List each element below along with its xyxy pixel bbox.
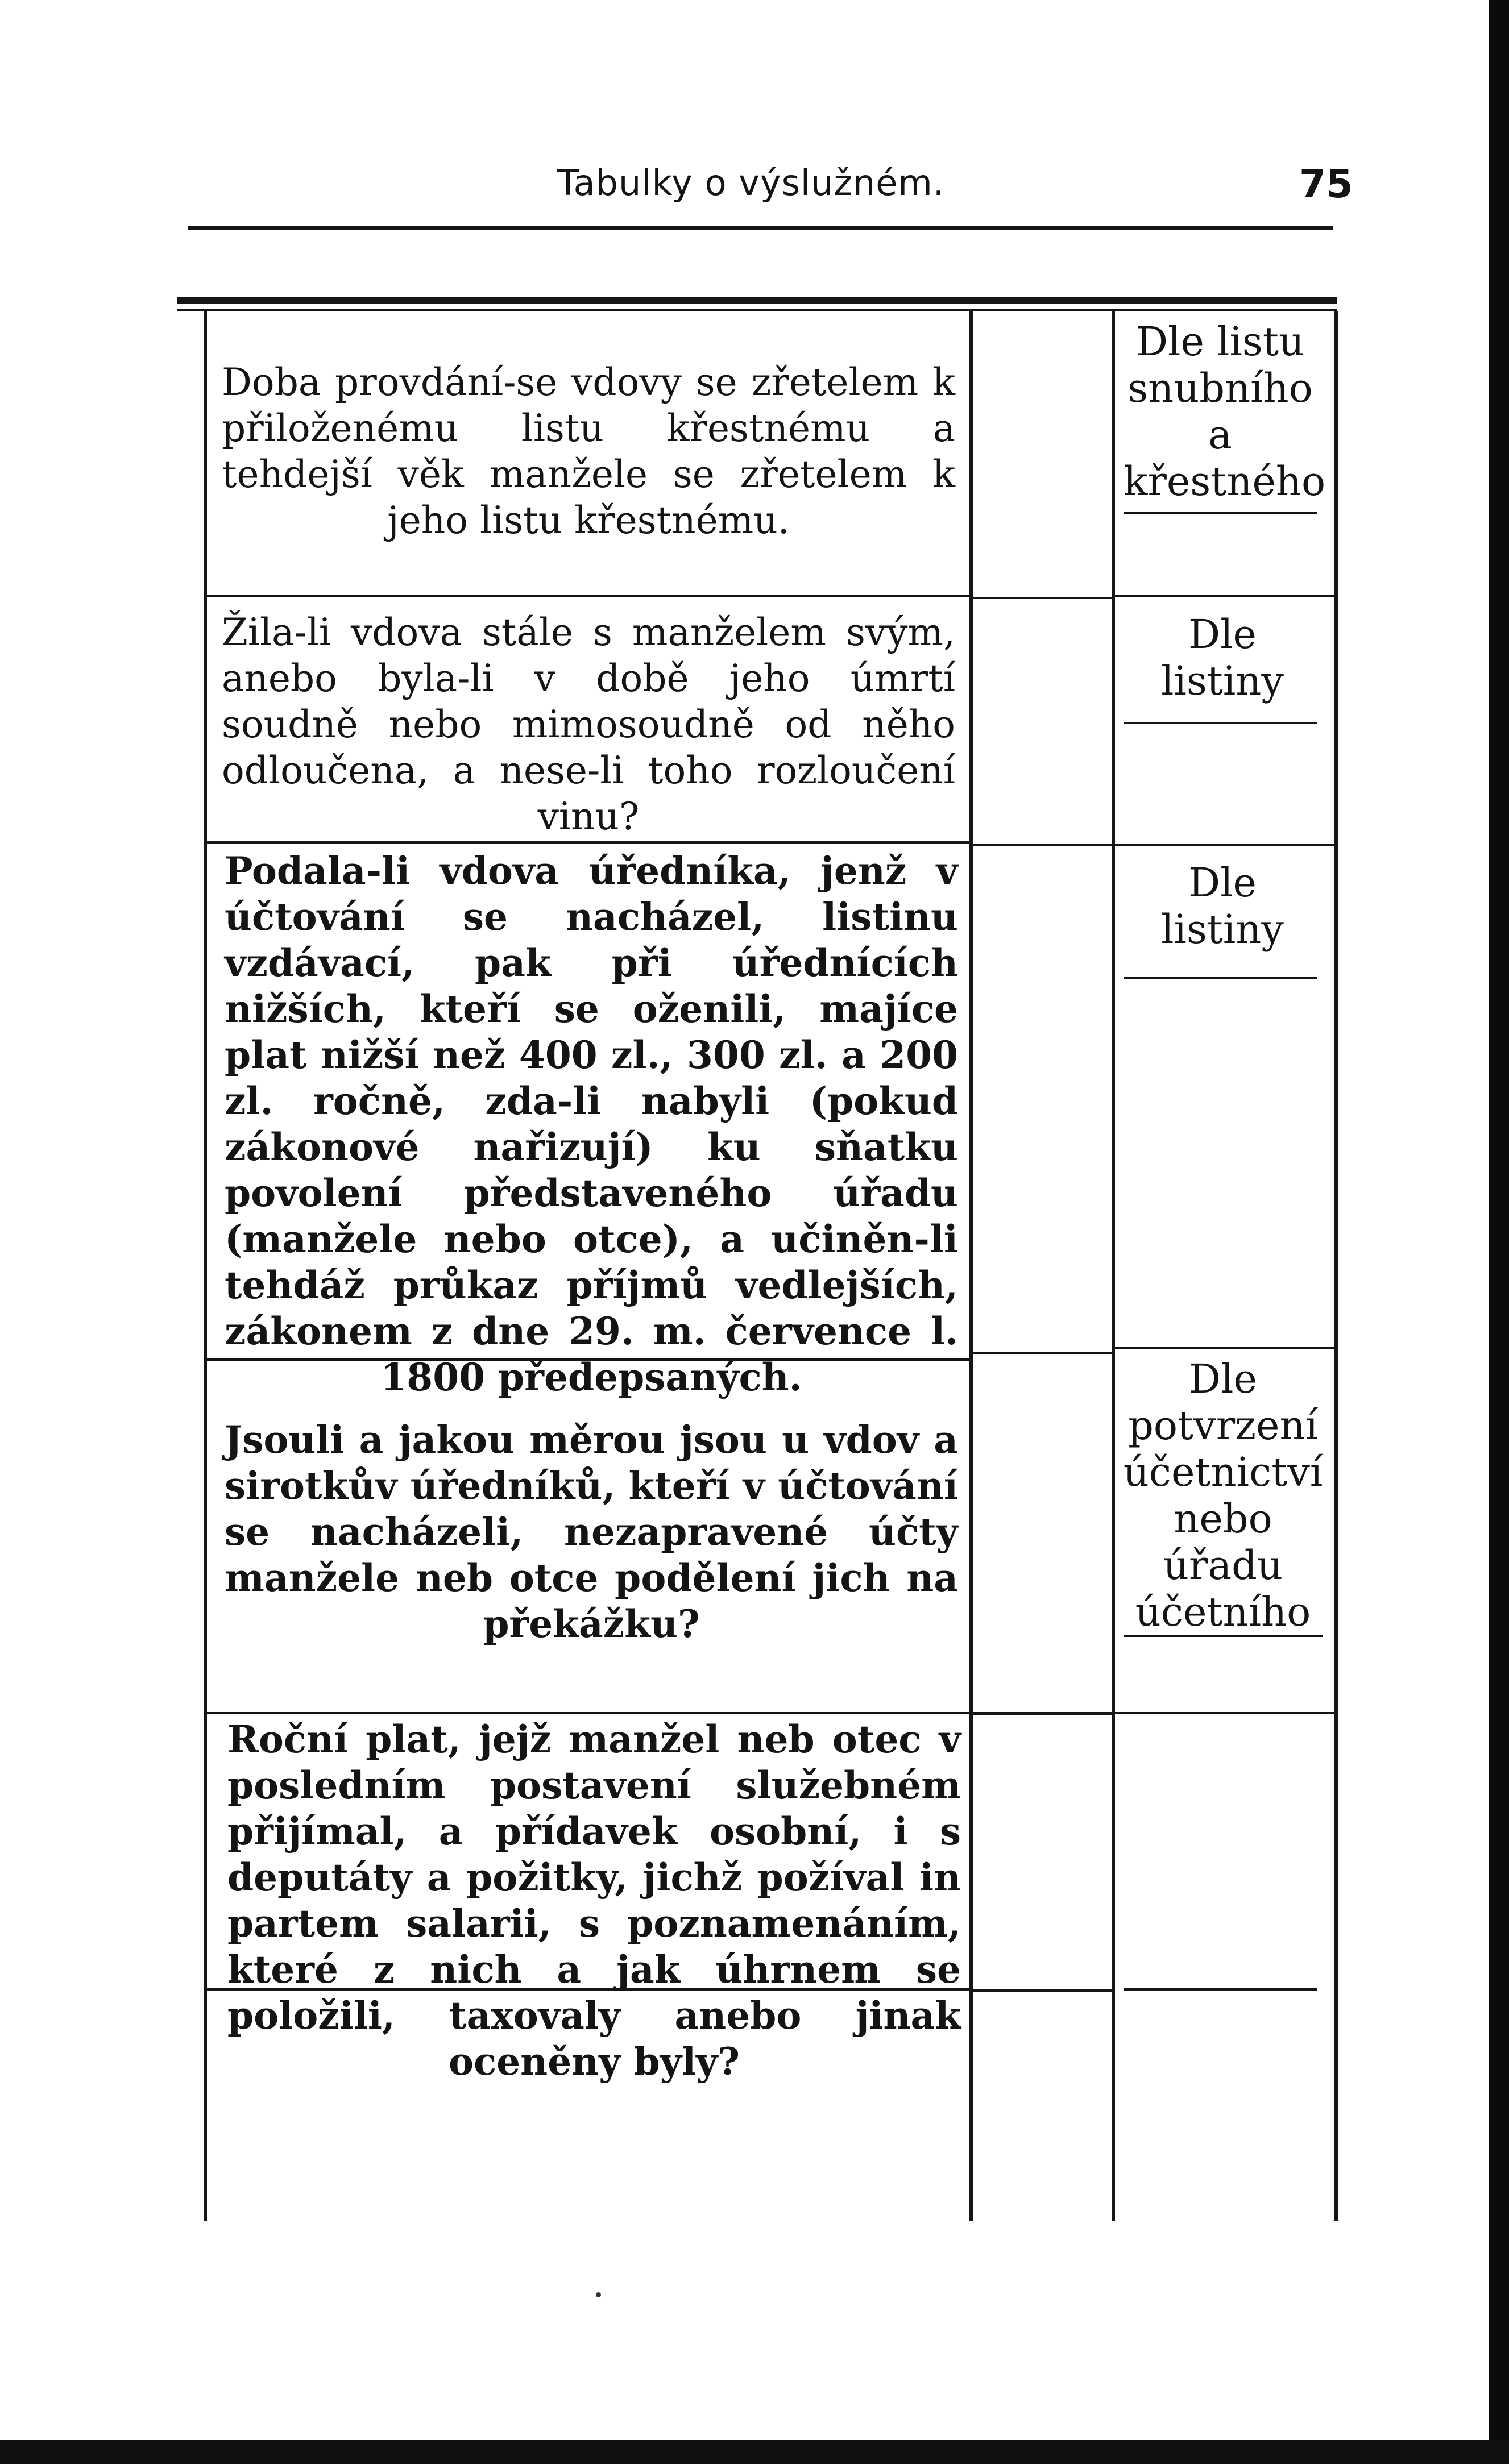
- row-divider-4: [207, 1712, 969, 1714]
- blank-col-divider-5: [973, 1989, 1112, 1992]
- header-rule: [188, 226, 1333, 230]
- page-number: 75: [1299, 162, 1353, 207]
- blank-col-divider-4: [973, 1712, 1112, 1715]
- source-col-divider-5: [1124, 977, 1317, 979]
- running-header: Tabulky o výslužném.: [557, 162, 945, 203]
- source-col-divider-9: [1124, 1988, 1317, 1991]
- table-column-divider-2: [1112, 311, 1115, 2221]
- source-col-divider-2: [1115, 595, 1334, 597]
- row-3-source: Dle listiny: [1161, 859, 1284, 953]
- blank-col-divider-1: [973, 597, 1112, 599]
- row-4-source: Dle potvrzení účetnictví nebo úřadu účetního: [1123, 1356, 1323, 1635]
- source-col-divider-1: [1124, 512, 1317, 514]
- row-2-question: Žila-li vdova stále s manželem svým, anebo byla-li v době jeho úmrtí soudně nebo mimosoudně od něho odloučena, a nese-li toho rozloučení vinu?: [222, 610, 955, 838]
- table-top-rule: [177, 297, 1337, 304]
- row-4-question: Jsouli a jakou měrou jsou u vdov a sirotkův úředníků, kteří v účtování se nacházeli, nezapravené účty manžele neb otce podělení jich na překážku?: [225, 1418, 958, 1646]
- print-speck: [596, 2292, 601, 2297]
- row-1-source: Dle listu snubního a křestného: [1124, 318, 1326, 505]
- table-top-rule-thin: [177, 309, 1337, 311]
- row-divider-2: [207, 841, 969, 844]
- blank-col-divider-2: [973, 844, 1112, 846]
- row-divider-1: [207, 595, 969, 597]
- row-3-question: Podala-li vdova úředníka, jenž v účtování se nacházel, listinu vzdávací, pak při úřednících nižších, kteří se oženili, majíce plat nižší než 400 zl., 300 zl. a 200 zl. ročně, zda-li nabyli (pokud zákonové nařizují) ku sňatku povolení představeného úřadu (manžele nebo otce), a učiněn-li tehdáž průkaz příjmů vedlejších, zákonem z dne 29. m. července l. 1800 předepsaných.: [225, 849, 958, 1399]
- source-col-divider-4: [1115, 844, 1334, 846]
- table-left-border: [204, 311, 207, 2221]
- source-col-divider-3: [1124, 722, 1317, 724]
- source-col-divider-8: [1115, 1712, 1334, 1714]
- blank-col-divider-3: [973, 1352, 1112, 1354]
- row-1-question: Doba provdání-se vdovy se zřetelem k přiloženému listu křestnému a tehdejší věk manžele se zřetelem k jeho listu křestnému.: [222, 360, 955, 542]
- scan-edge-bottom: [0, 2440, 1509, 2464]
- source-col-divider-6: [1115, 1347, 1334, 1349]
- table-right-border: [1334, 311, 1338, 2221]
- row-5-question: Roční plat, jejž manžel neb otec v posledním postavení služebném přijímal, a přídavek osobní, i s deputáty a požitky, jichž požíval in partem salarii, s poznamenáním, které z nich a jak úhrnem se položili, taxovaly anebo jinak oceněny byly?: [227, 1717, 961, 2084]
- scan-edge-right: [1489, 0, 1509, 2464]
- row-2-source: Dle listiny: [1161, 611, 1284, 704]
